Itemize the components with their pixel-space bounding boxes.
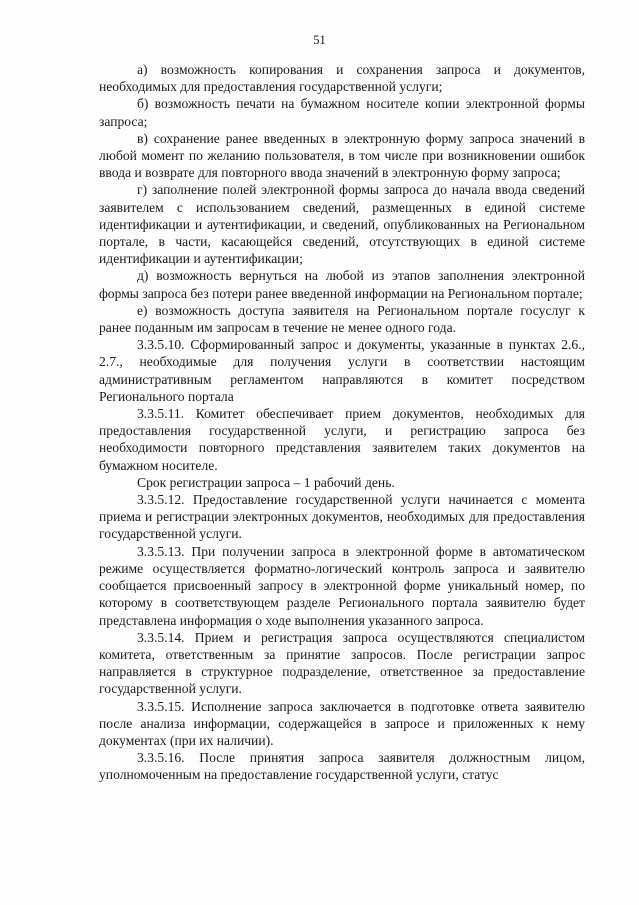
paragraph-a: а) возможность копирования и сохранения запроса и документов, необходимых для предоставления государственной услуги; [99, 62, 585, 95]
paragraph-3-3-5-13: 3.3.5.13. При получении запроса в электронной форме в автоматическом режиме осуществляется форматно-логический контроль запроса и заявителю сообщается присвоенный запросу в электронной форме уникальный номер, по которому в соответствующем разделе Регионального портала заявителю будет представлена информация о ходе выполнения указанного запроса. [99, 543, 585, 628]
body-text [99, 61, 585, 784]
paragraph-3-3-5-10: 3.3.5.10. Сформированный запрос и документы, указанные в пунктах 2.6., 2.7., необходимые для получения услуги в соответствии настоящим административным регламентом направляются в комитет посредством Регионального портала [99, 337, 585, 404]
paragraph-v: в) сохранение ранее введенных в электронную форму запроса значений в любой момент по желанию пользователя, в том числе при возникновении ошибок ввода и возврате для повторного ввода значений в электронную форму запроса; [99, 130, 585, 181]
paragraph-g: г) заполнение полей электронной формы запроса до начала ввода сведений заявителем с использованием сведений, размещенных в единой системе идентификации и аутентификации, и сведений, опубликованных на Региональном портале, в части, касающейся сведений, отсутствующих в единой системе идентификации и аутентификации; [99, 182, 585, 267]
paragraph-e: е) возможность доступа заявителя на Региональном портале госуслуг к ранее поданным им запросам в течение не менее одного года. [99, 302, 585, 336]
paragraph-3-3-5-12: 3.3.5.12. Предоставление государственной услуги начинается с момента приема и регистрации электронных документов, необходимых для предоставления государственной услуги. [99, 492, 585, 542]
paragraph-3-3-5-11: 3.3.5.11. Комитет обеспечивает прием документов, необходимых для предоставления государственной услуги, и регистрацию запроса без необходимости повторного представления заявителем таких документов на бумажном носителе. [99, 406, 585, 473]
paragraph-3-3-5-14: 3.3.5.14. Прием и регистрация запроса осуществляются специалистом комитета, ответственным за принятие запросов. После регистрации запрос направляется в структурное подразделение, ответственное за предоставление государственной услуги. [99, 629, 585, 697]
paragraph-3-3-5-15: 3.3.5.15. Исполнение запроса заключается в подготовке ответа заявителю после анализа информации, содержащейся в запросе и приложенных к нему документах (при их наличии). [99, 698, 585, 748]
paragraph-d: д) возможность вернуться на любой из этапов заполнения электронной формы запроса без потери ранее введенной информации на Региональном портале; [99, 268, 585, 301]
page-number: 51 [313, 33, 326, 47]
paragraph-b: б) возможность печати на бумажном носителе копии электронной формы запроса; [99, 96, 585, 129]
paragraph-registration-term: Срок регистрации запроса – 1 рабочий день. [137, 474, 395, 490]
paragraph-3-3-5-16: 3.3.5.16. После принятия запроса заявителя должностным лицом, уполномоченным на предоставление государственной услуги, статус [99, 750, 585, 783]
